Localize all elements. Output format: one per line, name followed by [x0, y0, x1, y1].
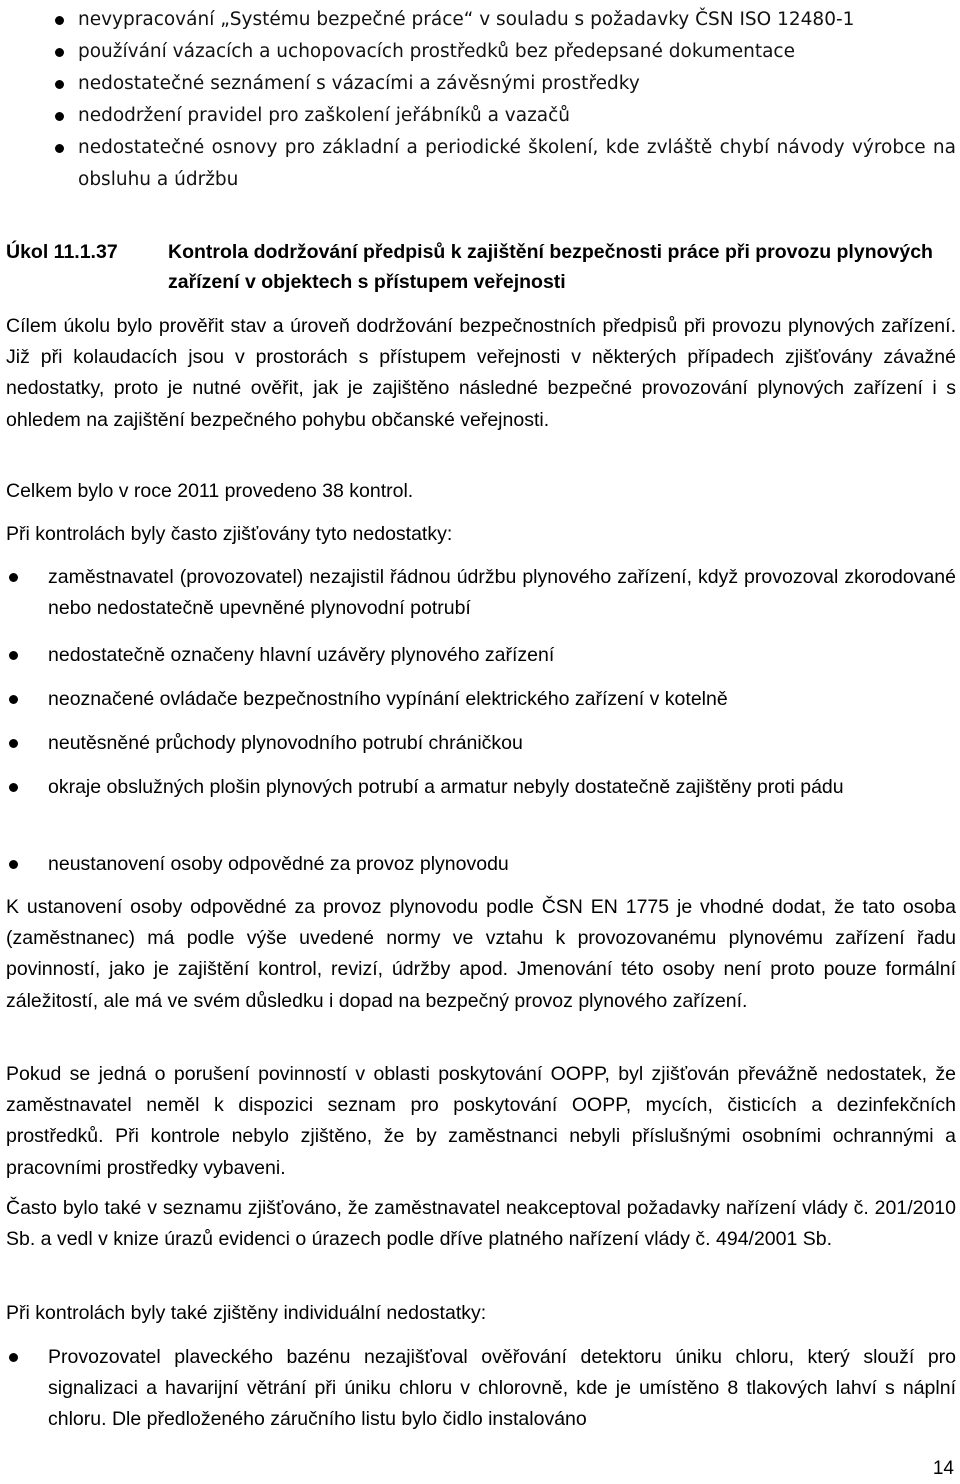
bullet-icon	[9, 1353, 18, 1362]
list-item: používání vázacích a uchopovacích prostředků bez předepsané dokumentace	[52, 36, 956, 68]
bullet-icon	[55, 48, 64, 57]
list-item: neoznačené ovládače bezpečnostního vypínání elektrického zařízení v kotelně	[6, 684, 956, 715]
list-item: Provozovatel plaveckého bazénu nezajišťoval ověřování detektoru úniku chloru, který slouží pro signalizaci a havarijní větrání při úniku chloru v chlorovně, kde je umístěno 8 tlakových lahví s náplní chloru. Dle předloženého záručního listu bylo čidlo instalováno	[6, 1342, 956, 1436]
bullet-icon	[9, 783, 18, 792]
bullet-icon	[55, 112, 64, 121]
list-item: neutěsněné průchody plynovodního potrubí chráničkou	[6, 728, 956, 759]
top-bullet-list	[52, 4, 956, 196]
list-item: zaměstnavatel (provozovatel) nezajistil řádnou údržbu plynového zařízení, když provozoval zkorodované nebo nedostatečně upevněné plynovodní potrubí	[6, 562, 956, 624]
bullet-icon	[9, 573, 18, 582]
paragraph-goal: Cílem úkolu bylo prověřit stav a úroveň dodržování bezpečnostních předpisů při provozu plynových zařízení. Již při kolaudacích jsou v prostorách s přístupem veřejnosti v některých případech zjišťovány závažné nedostatky, proto je nutné ověřit, jak je zajištěno následné bezpečné provozování plynových zařízení i s ohledem na zajištění bezpečného pohybu občanské veřejnosti.	[6, 315, 956, 431]
list-item: nevypracování „Systému bezpečné práce“ v souladu s požadavky ČSN ISO 12480-1	[52, 4, 956, 36]
paragraph-count: Celkem bylo v roce 2011 provedeno 38 kontrol.	[6, 480, 414, 502]
paragraph-responsible-person: K ustanovení osoby odpovědné za provoz plynovodu podle ČSN EN 1775 je vhodné dodat, že tato osoba (zaměstnanec) má podle výše uvedené normy ve vztahu k provozovanému plynovému zařízení řadu povinností, jako je zajištění kontrol, revizí, údržby apod. Jmenování této osoby není proto pouze formální záležitostí, ale má ve svém důsledku i dopad na bezpečný provoz plynového zařízení.	[6, 896, 956, 1012]
page-number: 14	[932, 1458, 954, 1479]
paragraph-defects-intro: Při kontrolách byly často zjišťovány tyto nedostatky:	[6, 523, 453, 545]
section-number: Úkol 11.1.37	[6, 241, 118, 263]
list-item: nedodržení pravidel pro zaškolení jeřábníků a vazačů	[52, 100, 956, 132]
paragraph-individual-intro: Při kontrolách byly také zjištěny individuální nedostatky:	[6, 1302, 487, 1324]
bullet-icon	[55, 16, 64, 25]
list-item: nedostatečně označeny hlavní uzávěry plynového zařízení	[6, 640, 956, 671]
bullet-icon	[9, 739, 18, 748]
bullet-icon	[55, 80, 64, 89]
bullet-icon	[9, 695, 18, 704]
list-item: nedostatečné osnovy pro základní a periodické školení, kde zvláště chybí návody výrobce na obsluhu a údržbu	[52, 132, 956, 196]
list-item: neustanovení osoby odpovědné za provoz plynovodu	[6, 849, 956, 880]
list-item: nedostatečné seznámení s vázacími a závěsnými prostředky	[52, 68, 956, 100]
bullet-icon	[55, 144, 64, 153]
bullet-icon	[9, 860, 18, 869]
list-item: okraje obslužných plošin plynových potrubí a armatur nebyly dostatečně zajištěny proti pádu	[6, 772, 956, 803]
bullet-icon	[9, 651, 18, 660]
section-title: Kontrola dodržování předpisů k zajištění bezpečnosti práce při provozu plynových zařízení v objektech s přístupem veřejnosti	[168, 241, 933, 293]
paragraph-oopp: Pokud se jedná o porušení povinností v oblasti poskytování OOPP, byl zjišťován převážně nedostatek, že zaměstnavatel neměl k dispozici seznam pro poskytování OOPP, mycích, čisticích a dezinfekčních prostředků. Při kontrole nebylo zjištěno, že by zaměstnanci nebyli příslušnými osobními ochrannými a pracovními prostředky vybaveni.	[6, 1063, 956, 1179]
paragraph-injury-book: Často bylo také v seznamu zjišťováno, že zaměstnavatel neakceptoval požadavky nařízení vlády č. 201/2010 Sb. a vedl v knize úrazů evidenci o úrazech podle dříve platného nařízení vlády č. 494/2001 Sb.	[6, 1197, 956, 1251]
